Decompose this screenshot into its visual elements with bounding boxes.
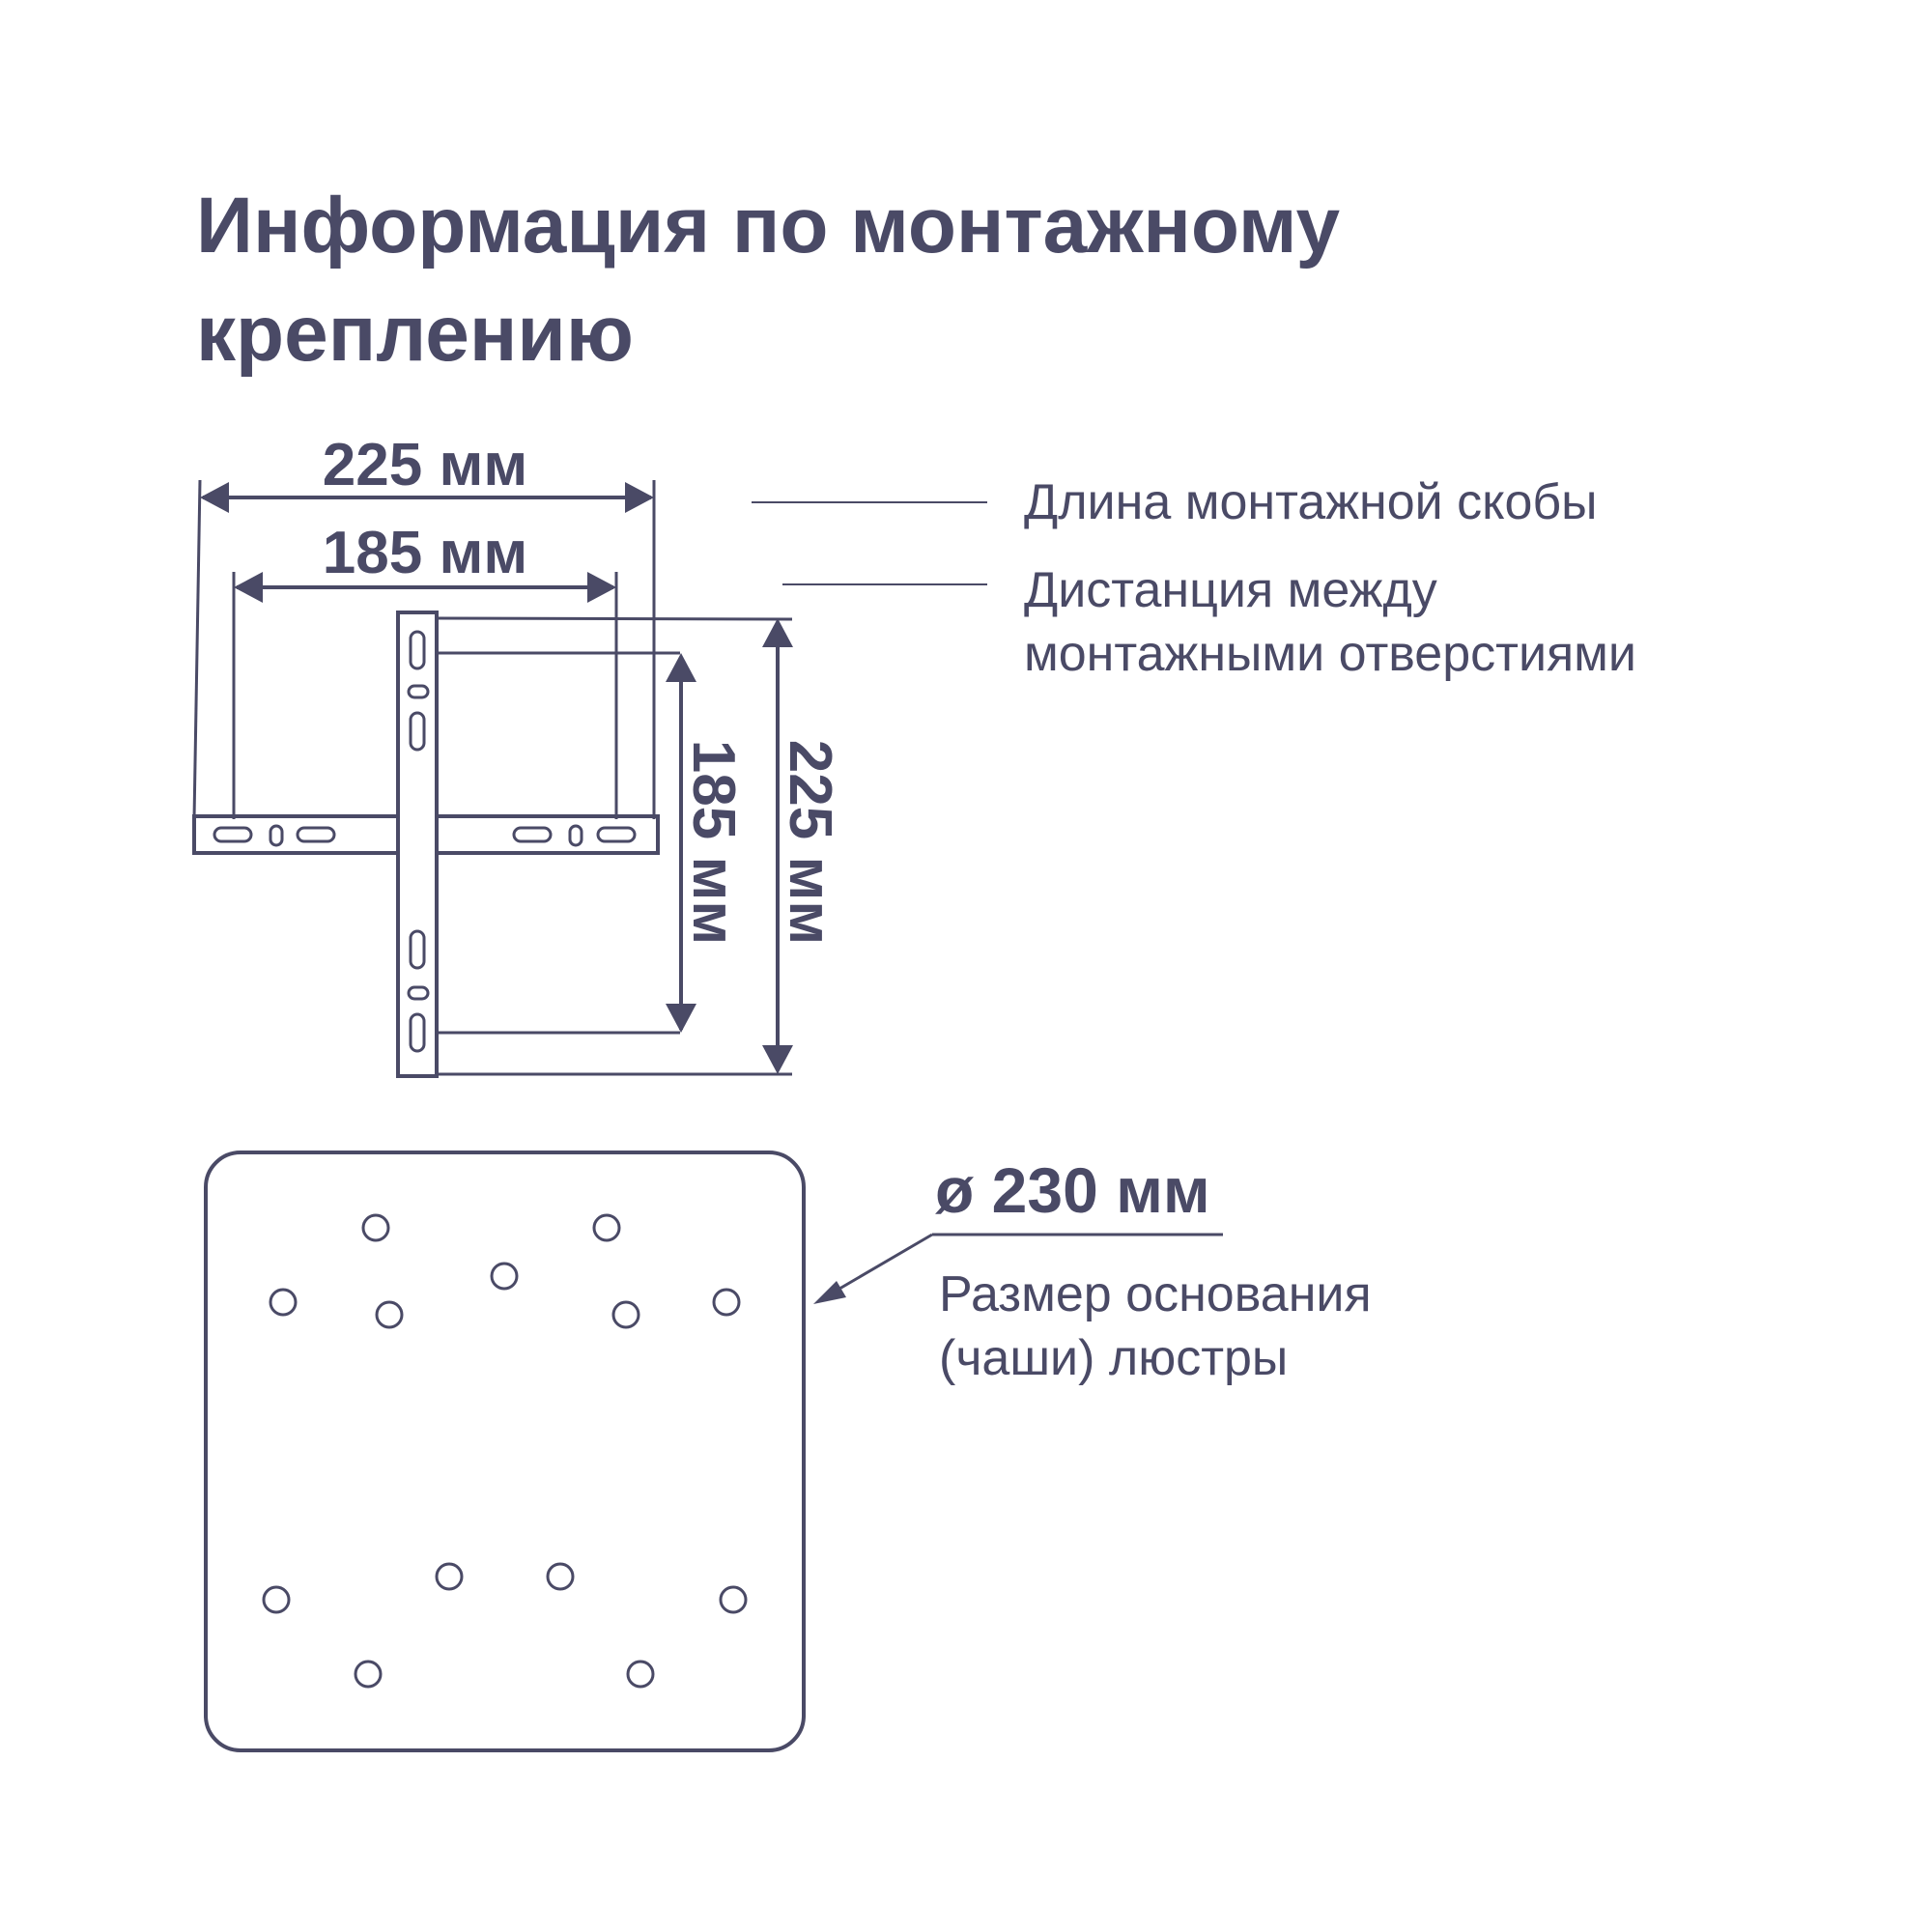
legend-bracket-length-text: Длина монтажной скобы — [1024, 474, 1598, 530]
title-line-2: креплению — [196, 290, 634, 378]
legend-base-size-line-2: (чаши) люстры — [939, 1330, 1289, 1386]
hole-distance-label: 185 мм — [322, 520, 528, 586]
base-diameter-label: ø 230 мм — [935, 1154, 1210, 1226]
bracket-length-vertical-label: 225 мм — [777, 739, 843, 946]
legend-hole-distance — [1024, 558, 1636, 686]
legend-base-size — [939, 1263, 1372, 1390]
legend-hole-distance-line-1: Дистанция между — [1024, 562, 1437, 618]
bracket-length-label: 225 мм — [322, 432, 528, 498]
legend-base-size-line-1: Размер основания — [939, 1266, 1372, 1322]
legend-bracket-length — [1024, 470, 1598, 534]
legend-hole-distance-line-2: монтажными отверстиями — [1024, 626, 1636, 682]
chandelier-base-plate — [206, 1152, 804, 1750]
bracket-vertical-bar — [398, 612, 437, 1076]
title-line-1: Информация по монтажному — [196, 182, 1341, 270]
hole-distance-vertical-label: 185 мм — [680, 739, 747, 946]
